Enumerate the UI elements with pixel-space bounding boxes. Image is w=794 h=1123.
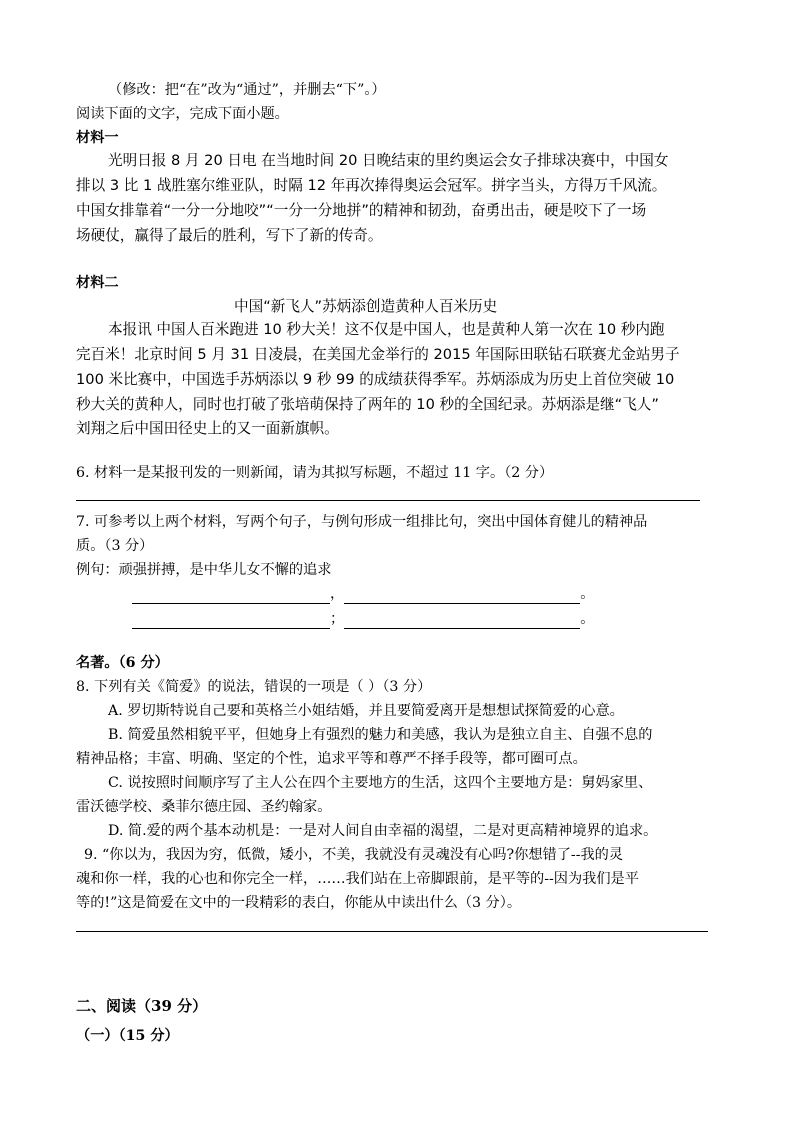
material2-line: 100 米比赛中，中国选手苏炳添以 9 秒 99 的成绩获得季军。苏炳添成为历史上首位突破 10: [76, 371, 675, 388]
reading-instruction: 阅读下面的文字，完成下面小题。: [76, 106, 289, 122]
question-9-line: 9. “你以为，我因为穷，低微，矮小，不美，我就没有灵魂没有心吗?你想错了--我的灵: [84, 847, 624, 863]
question-9-line: 魂和你一样，我的心也和你完全一样，……我们站在上帝脚跟前，是平等的--因为我们是平: [76, 871, 639, 887]
material2-line: 秒大关的黄种人，同时也打破了张培萌保持了两年的 10 秒的全国纪录。苏炳添是继“飞人”: [76, 396, 659, 413]
question-9-line: 等的!”这是简爱在文中的一段精彩的表白，你能从中读出什么（3 分）。: [76, 895, 522, 911]
material1-line: 场硬仗，赢得了最后的胜利，写下了新的传奇。: [76, 227, 383, 244]
material2-line: 完百米！北京时间 5 月 31 日凌晨，在美国尤金举行的 2015 年国际田联钻石联赛尤金站男子: [76, 346, 680, 363]
q8-option-c-cont: 雷沃德学校、桑菲尔德庄园、圣约翰家。: [76, 799, 332, 815]
question-7-line: 7. 可参考以上两个材料，写两个句子，与例句形成一组排比句，突出中国体育健儿的精神品: [76, 514, 648, 530]
q7-answer-row-1: [132, 584, 594, 604]
section-2-subheading: （一）（15 分）: [76, 1028, 179, 1044]
semicolon: ；: [330, 611, 345, 627]
question-6: 6. 材料一是某报刊发的一则新闻，请为其拟写标题，不超过 11 字。（2 分）: [76, 465, 554, 481]
q8-option-d: D. 简.爱的两个基本动机是：一是对人间自由幸福的渴望，二是对更高精神境界的追求。: [108, 823, 658, 839]
material1-heading: 材料一: [76, 130, 119, 146]
material2-line: 刘翔之后中国田径史上的又一面新旗帜。: [76, 420, 339, 437]
comma: ，: [330, 586, 345, 602]
question-7-line: 质。（3 分）: [76, 538, 154, 554]
classics-heading: 名著。（6 分）: [76, 655, 169, 671]
question-8: 8. 下列有关《简爱》的说法，错误的一项是（ ）（3 分）: [76, 679, 432, 695]
revision-note: （修改：把“在”改为“通过”，并删去“下”。）: [108, 82, 386, 98]
period: 。: [580, 611, 595, 627]
material1-line: 中国女排靠着“一分一分地咬”“一分一分地拼”的精神和韧劲，奋勇出击，硬是咬下了一场: [76, 202, 647, 219]
q9-answer-line[interactable]: [76, 931, 708, 932]
q8-option-c: C. 说按照时间顺序写了主人公在四个主要地方的生活，这四个主要地方是：舅妈家里、: [108, 775, 653, 791]
q6-answer-line[interactable]: [76, 500, 700, 501]
material1-line: 排以 3 比 1 战胜塞尔维亚队，时隔 12 年再次捧得奥运会冠军。拼字当头，方得万千风流。: [76, 177, 667, 194]
material2-heading: 材料二: [76, 275, 119, 291]
material2-title: 中国“新飞人”苏炳添创造黄种人百米历史: [234, 298, 498, 315]
q7-answer-blank[interactable]: [132, 589, 330, 604]
period: 。: [580, 586, 595, 602]
q8-option-b: B. 简爱虽然相貌平平，但她身上有强烈的魅力和美感，我认为是独立自主、自强不息的: [108, 727, 653, 743]
material2-line: 本报讯 中国人百米跑进 10 秒大关！这不仅是中国人，也是黄种人第一次在 10 秒内跑: [108, 321, 665, 338]
q7-answer-blank[interactable]: [344, 589, 580, 604]
q7-answer-blank[interactable]: [344, 614, 580, 629]
question-7-example: 例句：顽强拼搏，是中华儿女不懈的追求: [76, 562, 332, 578]
section-2-heading: 二、阅读（39 分）: [76, 997, 208, 1015]
q7-answer-row-2: [132, 609, 594, 629]
q8-option-b-cont: 精神品格；丰富、明确、坚定的个性，追求平等和尊严不择手段等，都可圈可点。: [76, 751, 587, 767]
material1-line: 光明日报 8 月 20 日电 在当地时间 20 日晚结束的里约奥运会女子排球决赛中，中国女: [108, 152, 669, 169]
q8-option-a: A. 罗切斯特说自己要和英格兰小姐结婚，并且要简爱离开是想想试探简爱的心意。: [108, 703, 624, 719]
q7-answer-blank[interactable]: [132, 614, 330, 629]
